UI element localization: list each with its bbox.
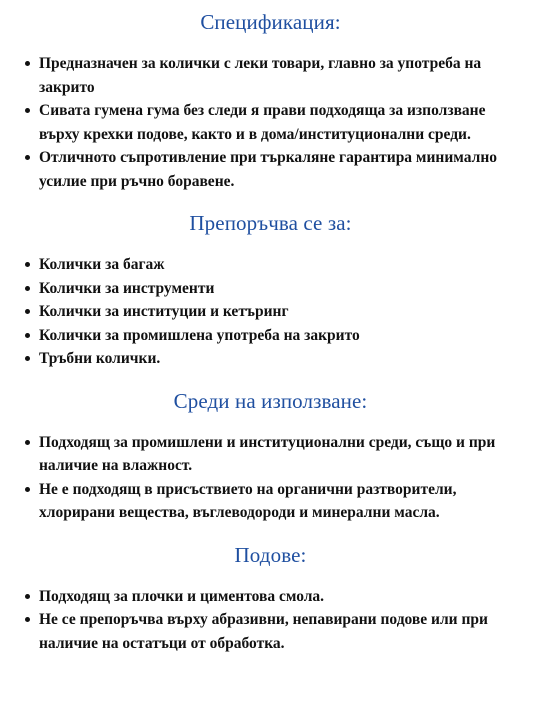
specification-list <box>22 52 519 193</box>
list-item: Сивата гумена гума без следи я прави подходяща за използване върху крехки подове, както и в дома/институционални среди. <box>22 99 519 146</box>
list-item: Отличното съпротивление при търкаляне гарантира минимално усилие при ръчно боравене. <box>22 146 519 193</box>
list-item: Предназначен за колички с леки товари, главно за употреба на закрито <box>22 52 519 99</box>
list-item: Колички за промишлена употреба на закрито <box>22 324 519 348</box>
list-item: Колички за институции и кетъринг <box>22 300 519 324</box>
section-heading-usage-environments: Среди на използване: <box>173 388 368 413</box>
list-item: Подходящ за промишлени и институционални среди, също и при наличие на влажност. <box>22 431 519 478</box>
section-heading-specification: Спецификация: <box>200 10 341 34</box>
list-item: Подходящ за плочки и циментова смола. <box>22 585 519 609</box>
section-floors <box>22 541 519 656</box>
section-specification <box>22 8 519 193</box>
section-recommended-for <box>22 209 519 371</box>
section-heading-floors: Подове: <box>234 542 307 567</box>
floors-list <box>22 585 519 656</box>
recommended-for-list <box>22 253 519 371</box>
list-item: Не е подходящ в присъствието на органични разтворители, хлорирани вещества, въглеводороди и минерални масла. <box>22 478 519 525</box>
section-heading-recommended-for: Препоръчва се за: <box>189 211 352 235</box>
section-usage-environments <box>22 387 519 525</box>
list-item: Колички за инструменти <box>22 277 519 301</box>
list-item: Тръбни колички. <box>22 347 519 371</box>
list-item: Не се препоръчва върху абразивни, непавирани подове или при наличие на остатъци от обработка. <box>22 608 519 655</box>
usage-environments-list <box>22 431 519 525</box>
list-item: Колички за багаж <box>22 253 519 277</box>
